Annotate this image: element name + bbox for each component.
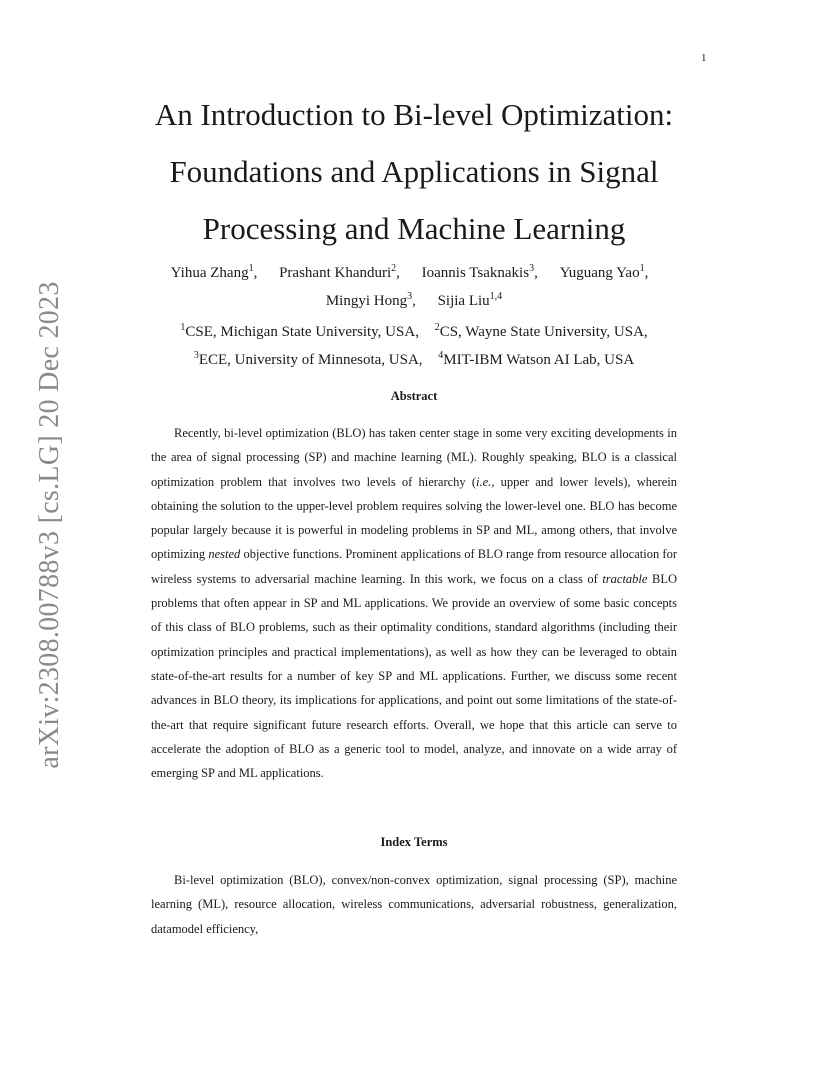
abstract-text-run: , upper and lower levels), wherein obtaining the solution to the upper-level problem requires solving the lower-level one. BLO has become popular largely because it is powerful in modeling problems in SP and ML, among others, that involve optimizing bbox=[151, 474, 677, 562]
affiliation-mark: 1 bbox=[180, 322, 186, 333]
abstract-text-run: Recently, bi-level optimization (BLO) has taken center stage in some very exciting developments in the area of signal processing (SP) and machine learning (ML). Roughly speaking, BLO is a classical optimization problem that involves two levels of hierarchy ( bbox=[151, 426, 677, 489]
affiliation bbox=[194, 352, 423, 368]
affiliation bbox=[180, 324, 419, 340]
author: Yuguang Yao$^1$, bbox=[559, 263, 649, 281]
abstract-emphasis: i.e. bbox=[476, 474, 492, 489]
affiliation-name: CSE, Michigan State University, USA, bbox=[185, 324, 419, 340]
author-list bbox=[100, 259, 728, 315]
author-affiliation-mark: 1,4 bbox=[489, 291, 503, 302]
abstract-heading: Abstract bbox=[390, 389, 438, 403]
affiliation-mark: 4 bbox=[438, 350, 444, 361]
affiliation bbox=[438, 352, 634, 368]
abstract-text-run: objective functions. Prominent applications of BLO range from resource allocation for wireless systems to adversarial machine learning. In this work, we focus on a class of bbox=[151, 547, 677, 586]
author: Yihua Zhang$^1$, bbox=[170, 263, 258, 281]
author-name: Yuguang Yao bbox=[559, 265, 640, 281]
affiliation-mark: 2 bbox=[434, 322, 440, 333]
author-affiliation-mark: 1 bbox=[639, 263, 645, 274]
abstract-emphasis: tractable bbox=[602, 571, 648, 586]
index-terms-heading: Index Terms bbox=[380, 835, 448, 849]
abstract-text-run: BLO problems that often appear in SP and ML applications. We provide an overview of some basic concepts of this class of BLO problems, such as their optimality conditions, standard algorithms (including their optimization principles and practical implementations), as well as how they can be leveraged to obtain state-of-the-art results for a number of key SP and ML applications. Further, we discuss some recent advances in BLO theory, its implications for applications, and point out some limitations of the state-of-the-art that require significant future research efforts. Overall, we hope that this article can serve to accelerate the adoption of BLO as a generic tool to model, analyze, and innovate on a wide array of emerging SP and ML applications. bbox=[151, 571, 678, 781]
affiliation-mark: 3 bbox=[193, 350, 199, 361]
author-name: Mingyi Hong bbox=[325, 293, 408, 309]
affiliation bbox=[435, 324, 648, 340]
title-line: Foundations and Applications in Signal bbox=[169, 154, 659, 189]
author-name: Ioannis Tsaknakis bbox=[421, 265, 530, 281]
page-number: 1 bbox=[701, 52, 707, 64]
author-affiliation-mark: 2 bbox=[391, 263, 397, 274]
affiliation-name: MIT-IBM Watson AI Lab, USA bbox=[443, 352, 635, 368]
arxiv-identifier: arXiv:2308.00788v3 [cs.LG] 20 Dec 2023 bbox=[34, 281, 65, 769]
affiliation-list bbox=[100, 318, 728, 374]
author bbox=[438, 293, 503, 309]
author-affiliation-mark: 3 bbox=[529, 263, 535, 274]
author: Ioannis Tsaknakis$^3$, bbox=[421, 263, 538, 281]
author-name: Yihua Zhang bbox=[170, 265, 249, 281]
author-name: Prashant Khanduri bbox=[279, 265, 392, 281]
abstract-text bbox=[151, 421, 677, 785]
author-affiliation-mark: 1 bbox=[248, 263, 254, 274]
affiliation-name: ECE, University of Minnesota, USA, bbox=[198, 352, 423, 368]
title-line: Processing and Machine Learning bbox=[202, 211, 626, 246]
author: Mingyi Hong$^3$, bbox=[325, 291, 416, 309]
index-terms-text: Bi-level optimization (BLO), convex/non-convex optimization, signal processing (SP), machine learning (ML), resource allocation, wireless communications, adversarial robustness, generalization, datamodel efficiency, bbox=[151, 873, 677, 936]
abstract-emphasis: nested bbox=[208, 547, 241, 562]
affiliation-name: CS, Wayne State University, USA, bbox=[439, 324, 648, 340]
title-line: An Introduction to Bi-level Optimization: bbox=[154, 97, 674, 132]
author: Prashant Khanduri$^2$, bbox=[279, 263, 400, 281]
author-affiliation-mark: 3 bbox=[407, 291, 413, 302]
author-name: Sijia Liu bbox=[437, 293, 490, 309]
paper-title bbox=[100, 86, 728, 257]
